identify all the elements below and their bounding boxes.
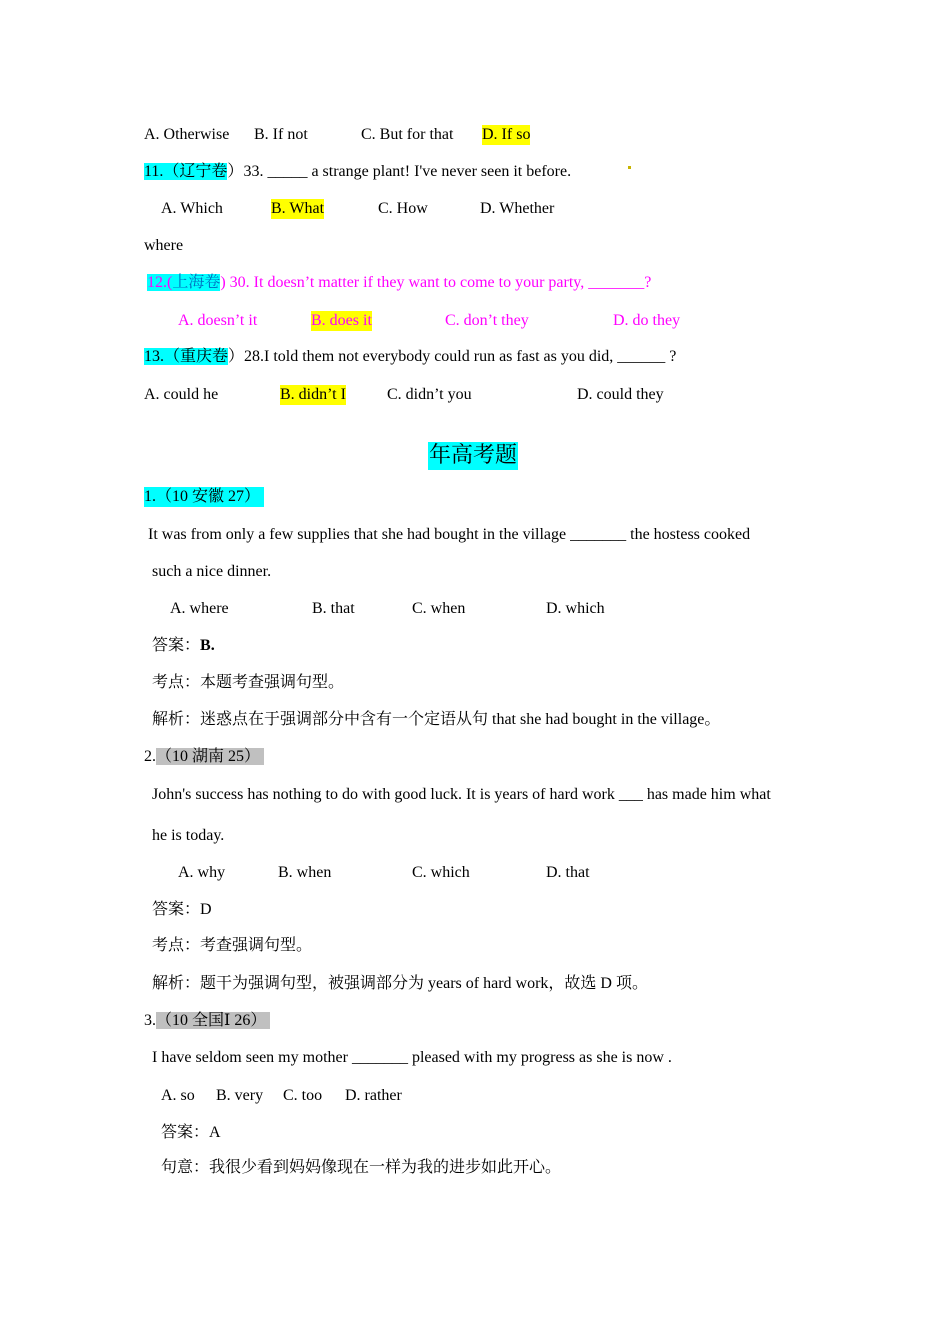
option-c: C. don’t they: [445, 312, 529, 329]
option-c: C. How: [378, 200, 428, 217]
option-a: A. why: [178, 864, 226, 881]
option-d: D. that: [546, 864, 590, 881]
option-b: B. when: [278, 864, 332, 881]
option-d: D. Whether: [480, 200, 555, 217]
question-13: [144, 347, 676, 367]
answer-value: B.: [200, 637, 215, 654]
problem-1-point: 考点：本题考查强调句型。: [152, 674, 345, 691]
problem-1-text-line1: It was from only a few supplies that she had bought in the village _______ the hostess cooked: [148, 526, 751, 543]
option-c: C. too: [283, 1087, 323, 1104]
question-text: ) 30. It doesn’t matter if they want to come to your party, _______?: [220, 274, 652, 291]
option-c: C. didn’t you: [387, 386, 472, 403]
problem-3-meaning: 句意：我很少看到妈妈像现在一样为我的进步如此开心。: [161, 1159, 562, 1176]
problem-2-point: 考点：考查强调句型。: [152, 937, 313, 954]
option-a: A. could he: [144, 386, 219, 403]
question-text: ）28.I told them not everybody could run as fast as you did, ______ ?: [228, 348, 677, 365]
option-b-answer: B. didn’t I: [280, 386, 346, 403]
question-number: 11.（辽宁卷: [144, 163, 228, 180]
problem-source: （10 全国Ⅰ 26）: [156, 1012, 270, 1029]
problem-2-text-line1: John's success has nothing to do with good luck. It is years of hard work ___ has made him what: [152, 786, 771, 803]
question-number: 13.（重庆卷: [144, 348, 229, 365]
question-paren: ）: [227, 163, 244, 180]
stray-mark: [628, 166, 631, 169]
option-a: A. so: [161, 1087, 195, 1104]
problem-1-answer: 答案：B.: [152, 637, 215, 654]
problem-2-number: 2.（10 湖南 25）: [144, 747, 264, 767]
option-b-answer: B. does it: [311, 312, 372, 329]
option-b: B. that: [312, 600, 355, 617]
problem-3-answer: 答案：A: [161, 1124, 221, 1141]
problem-2-analysis: 解析：题干为强调句型，被强调部分为 years of hard work，故选 D 项。: [152, 975, 648, 992]
stray-word: where: [144, 237, 184, 254]
question-number-prefix: 12.(上海卷: [147, 274, 221, 291]
problem-2-answer: 答案：D: [152, 901, 212, 918]
option-a: A. Otherwise: [144, 126, 230, 143]
option-d: D. rather: [345, 1087, 402, 1104]
problem-1-text-line2: such a nice dinner.: [152, 563, 272, 580]
problem-source: （10 湖南 25）: [156, 748, 264, 765]
option-a: A. where: [170, 600, 229, 617]
section-heading: 年高考题: [429, 443, 518, 468]
question-11: [144, 162, 571, 182]
option-d: D. could they: [577, 386, 664, 403]
option-b: B. If not: [254, 126, 308, 143]
option-a: A. Which: [161, 200, 223, 217]
option-d: D. which: [546, 600, 605, 617]
option-c: C. when: [412, 600, 466, 617]
problem-1-number: 1.（10 安徽 27）: [144, 487, 264, 507]
option-d-answer: D. If so: [482, 126, 531, 143]
option-b: B. very: [216, 1087, 264, 1104]
option-b-answer: B. What: [271, 200, 325, 217]
problem-3-text-line1: I have seldom seen my mother _______ pleased with my progress as she is now .: [152, 1049, 672, 1066]
problem-1-analysis: 解析：迷惑点在于强调部分中含有一个定语从句 that she had bought in the village。: [152, 711, 721, 728]
option-c: C. But for that: [361, 126, 454, 143]
question-text: 33. _____ a strange plant! I've never seen it before.: [243, 163, 572, 180]
option-d: D. do they: [613, 312, 681, 329]
option-a: A. doesn’t it: [178, 312, 258, 329]
problem-3-number: 3.（10 全国Ⅰ 26）: [144, 1011, 270, 1031]
option-c: C. which: [412, 864, 470, 881]
question-source: 上海卷: [172, 274, 221, 291]
problem-2-text-line2: he is today.: [152, 827, 225, 844]
question-12: [147, 273, 651, 293]
